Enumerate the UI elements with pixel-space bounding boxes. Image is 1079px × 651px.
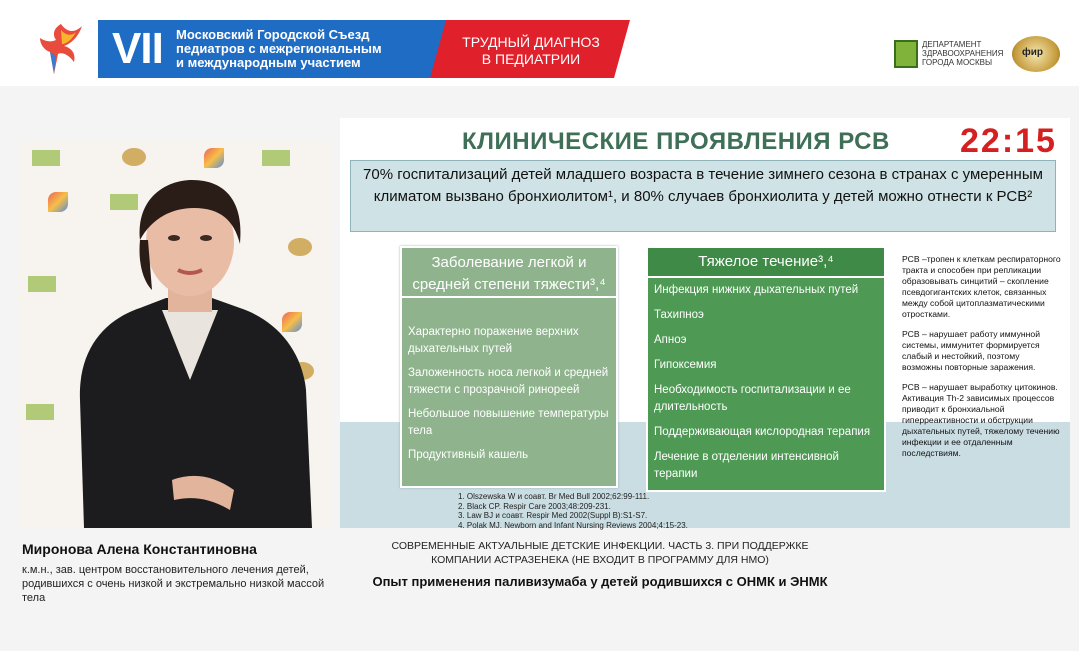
congress-line: Московский Городской Съезд: [176, 27, 370, 42]
topic-line: ТРУДНЫЙ ДИАГНОЗ: [462, 34, 600, 50]
dept-line: ДЕПАРТАМЕНТ: [922, 40, 982, 49]
backdrop-logo: [262, 150, 290, 166]
mild-disease-panel: [400, 246, 618, 488]
severe-course-panel: [646, 246, 886, 492]
list-item: Необходимость госпитализации и ее длительность: [654, 384, 851, 413]
event-header: [0, 0, 1079, 86]
backdrop-seal: [122, 148, 146, 166]
speaker-description: к.м.н., зав. центром восстановительного лечения детей, родившихся с очень низкой и экстремально низкой массой тела: [22, 564, 325, 604]
note-paragraph: РСВ – нарушает работу иммунной системы, иммунитет формируется слабый и нестойкий, поэтому возможны повторные заражения.: [902, 329, 1040, 372]
slide-title: КЛИНИЧЕСКИЕ ПРОЯВЛЕНИЯ РСВ: [462, 128, 890, 155]
list-item: Поддерживающая кислородная терапия: [654, 426, 871, 438]
severe-course-heading: Тяжелое течение³,⁴: [648, 248, 884, 278]
speaker-name: Миронова Алена Константиновна: [22, 541, 257, 557]
talk-title: Опыт применения паливизумаба у детей родившихся с ОНМК и ЭНМК: [372, 574, 828, 589]
congress-bird-logo: [36, 22, 86, 76]
list-item: Заложенность носа легкой и средней тяжести с прозрачной ринореей: [408, 367, 609, 396]
list-item: Продуктивный кашель: [408, 449, 529, 461]
list-item: Тахипноэ: [654, 309, 704, 321]
topic-label: [446, 34, 616, 68]
list-item: Характерно поражение верхних дыхательных путей: [408, 326, 579, 355]
dept-line: ГОРОДА МОСКВЫ: [922, 58, 993, 67]
intro-statement: 70% госпитализаций детей младшего возраста в течение зимнего сезона в странах с умеренным климатом вызвано бронхиолитом¹, и 80% случаев бронхиолита у детей можно отнести к РСВ²: [350, 160, 1056, 232]
congress-name: [176, 28, 436, 70]
backdrop-bird: [204, 148, 224, 168]
countdown-timer: 22:15: [960, 122, 1057, 160]
reference-item: 3. Law BJ и соавт. Respir Med 2002(Suppl B):S1-S7.: [458, 511, 648, 520]
moscow-dept-logo: [894, 40, 918, 68]
list-item: Гипоксемия: [654, 359, 717, 371]
session-caption: СОВРЕМЕННЫЕ АКТУАЛЬНЫЕ ДЕТСКИЕ ИНФЕКЦИИ. ЧАСТЬ 3. ПРИ ПОДДЕРЖКЕ КОМПАНИИ АСТРАЗЕНЕКА (НЕ ВХОДИТ В ПРОГРАММУ ДЛЯ НМО): [391, 540, 809, 566]
speaker-person: [44, 180, 334, 528]
severe-course-list: [654, 282, 882, 491]
mild-disease-heading: Заболевание легкой и средней степени тяжести³,⁴: [402, 248, 616, 298]
reference-item: 2. Black CP. Respir Care 2003;48:209-231.: [458, 501, 611, 511]
speaker-video: [18, 142, 334, 528]
list-item: Инфекция нижних дыхательных путей: [654, 284, 859, 296]
note-paragraph: РСВ –тропен к клеткам респираторного тракта и способен при репликации образовывать синцитий – скопление псевдогигантских клеток, связанных между собой цитоплазматическими отростками.: [902, 254, 1061, 319]
reference-item: 1. Olszewska W и соавт. Br Med Bull 2002;62:99-111.: [458, 492, 650, 501]
mild-disease-list: [408, 324, 612, 471]
presentation-slide: [340, 118, 1070, 528]
rsv-notes: [902, 254, 1062, 468]
congress-number: VII: [112, 24, 163, 73]
topic-line: В ПЕДИАТРИИ: [481, 51, 581, 67]
backdrop-logo: [32, 150, 60, 166]
list-item: Небольшое повышение температуры тела: [408, 408, 609, 437]
dept-line: ЗДРАВООХРАНЕНИЯ: [922, 49, 1004, 58]
list-item: Лечение в отделении интенсивной терапии: [654, 451, 839, 480]
list-item: Апноэ: [654, 334, 687, 346]
references-list: [458, 492, 788, 530]
note-paragraph: РСВ – нарушает выработку цитокинов. Активация Th-2 зависимых процессов приводит к бронхиальной гиперреактивности и обструкции дыхательных путей, тяжелому течению инфекции и ее отдаленным последствиям.: [902, 382, 1060, 458]
fir-seal-label: фир: [1022, 47, 1044, 58]
congress-line: педиатров с межрегиональным: [176, 41, 382, 56]
congress-line: и международным участием: [176, 55, 361, 70]
reference-item: 4. Polak MJ. Newborn and Infant Nursing Reviews 2004;4:15-23.: [458, 520, 688, 530]
moscow-dept-label: [922, 40, 1012, 67]
